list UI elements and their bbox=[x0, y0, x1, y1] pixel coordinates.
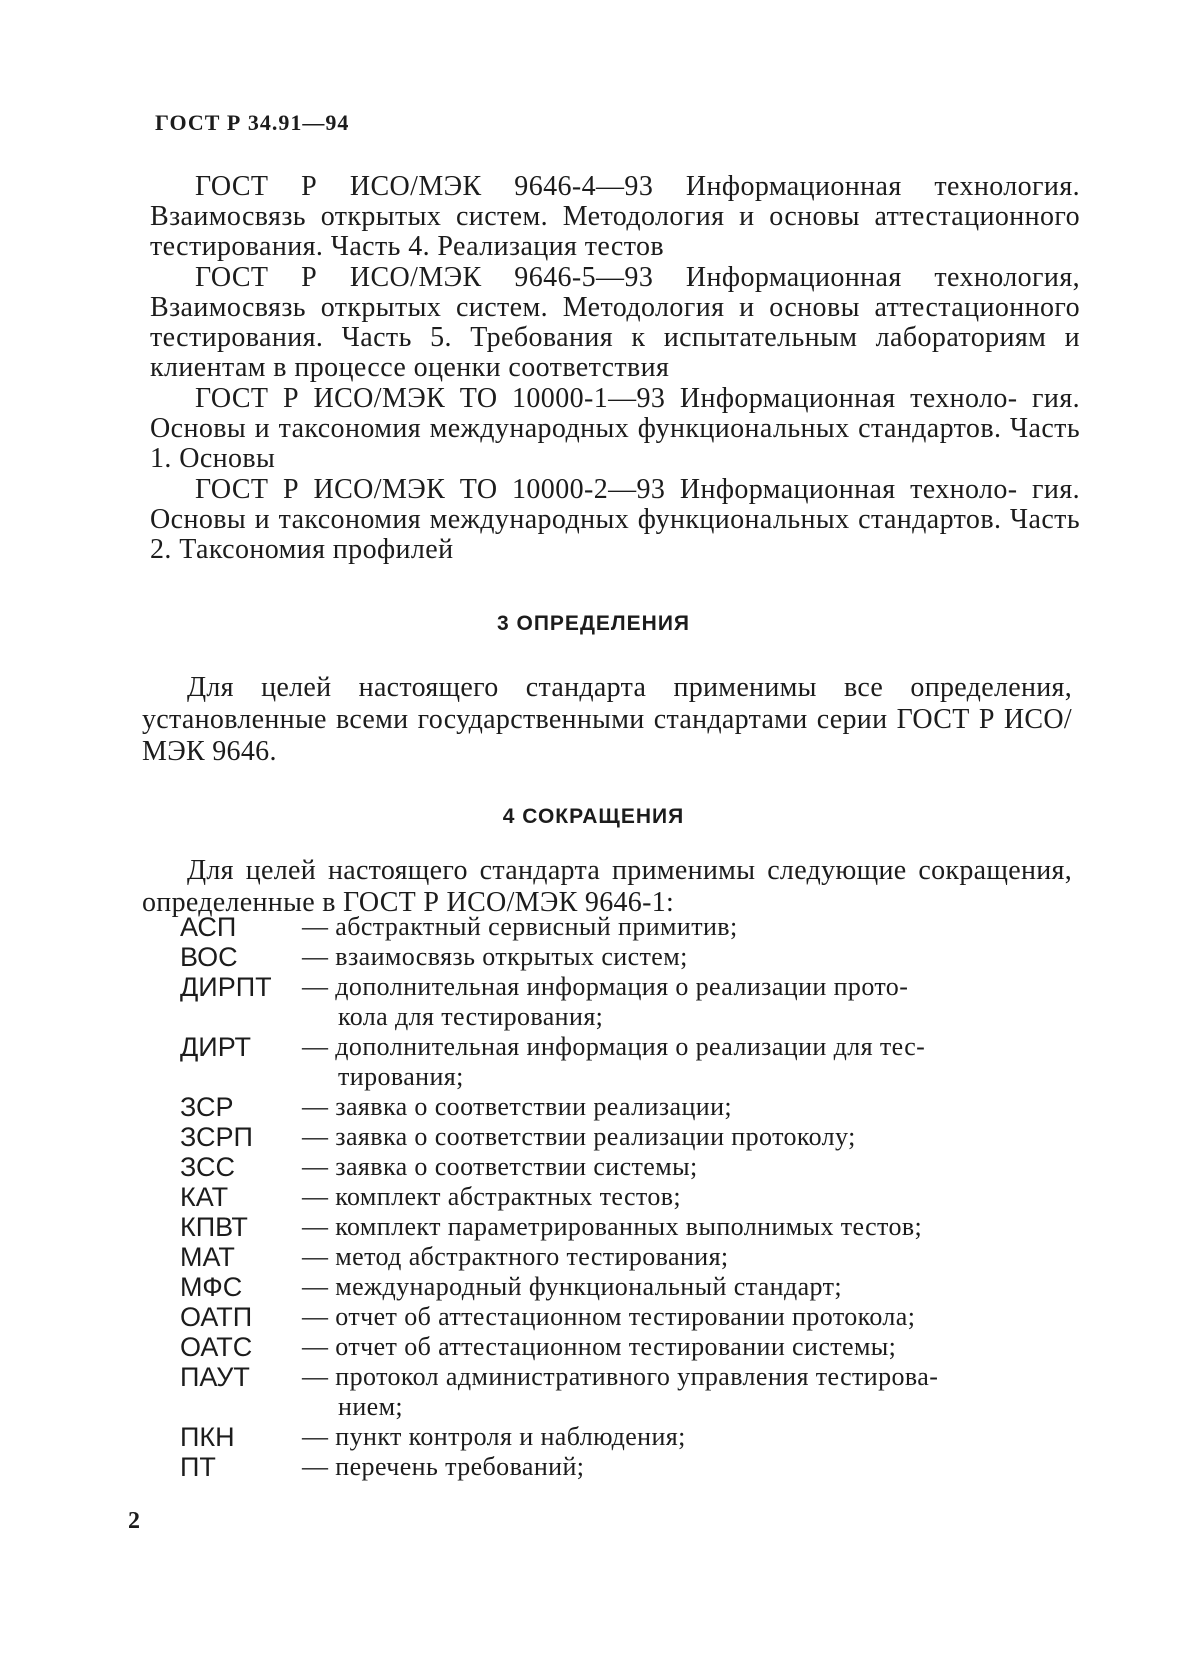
abbreviation-term: ЗСР bbox=[180, 1092, 234, 1122]
reference-line: ГОСТ Р ИСО/МЭК 9646-5—93 Информационная технология, bbox=[195, 262, 1080, 293]
abbreviation-definition bbox=[302, 1362, 1075, 1422]
definition-continuation: нием; bbox=[338, 1392, 404, 1421]
abbreviation-definition: — метод абстрактного тестирования; bbox=[302, 1242, 729, 1271]
abbreviation-definition: — перечень требований; bbox=[302, 1452, 585, 1481]
abbreviation-term: ПАУТ bbox=[180, 1362, 250, 1392]
abbreviation-term: ОАТП bbox=[180, 1302, 253, 1332]
reference-line: ГОСТ Р ИСО/МЭК ТО 10000-1—93 Информационная техноло- bbox=[195, 383, 1018, 414]
definition-continuation: кола для тестирования; bbox=[338, 1002, 604, 1031]
list-item bbox=[180, 972, 1075, 1032]
list-item bbox=[180, 1302, 1075, 1332]
list-item bbox=[180, 1182, 1075, 1212]
section-3-text bbox=[142, 672, 1072, 768]
reference-rest: Взаимосвязь открытых систем. Методология и основы аттестационного тестирования. Часть 5. Требования к испытательным лабораториям и клиентам в процессе оценки соответствия bbox=[150, 292, 1080, 383]
list-item bbox=[180, 1242, 1075, 1272]
section-3-body: Для целей настоящего стандарта применимы все определения, установленные всеми государственными стандартами серии ГОСТ Р ИСО/МЭК 9646. bbox=[142, 672, 1072, 767]
abbreviation-definition: — отчет об аттестационном тестировании протокола; bbox=[302, 1302, 916, 1331]
abbreviation-definition: — пункт контроля и наблюдения; bbox=[302, 1422, 686, 1451]
list-item bbox=[180, 1272, 1075, 1302]
reference-item bbox=[150, 172, 1080, 262]
list-item bbox=[180, 1122, 1075, 1152]
abbreviation-term: ПТ bbox=[180, 1452, 216, 1482]
reference-list bbox=[150, 172, 1080, 566]
abbreviation-term: ЗСС bbox=[180, 1152, 236, 1182]
reference-line: ГОСТ Р ИСО/МЭК 9646-4—93 Информационная технология. bbox=[195, 171, 1080, 202]
definition-line: — дополнительная информация о реализации для тес- bbox=[302, 1032, 926, 1061]
abbreviation-definition: — заявка о соответствии реализации протоколу; bbox=[302, 1122, 856, 1151]
abbreviation-term: ЗСРП bbox=[180, 1122, 253, 1152]
definition-line: — дополнительная информация о реализации прото- bbox=[302, 972, 909, 1001]
list-item bbox=[180, 1092, 1075, 1122]
abbreviation-term: АСП bbox=[180, 912, 237, 942]
abbreviation-term: МФС bbox=[180, 1272, 243, 1302]
page-number: 2 bbox=[128, 1508, 140, 1534]
definition-line: — протокол административного управления тестирова- bbox=[302, 1362, 939, 1391]
reference-rest: гия. Основы и таксономия международных функциональных стандартов. Часть 2. Таксономия профилей bbox=[150, 474, 1080, 565]
list-item bbox=[180, 1422, 1075, 1452]
list-item bbox=[180, 912, 1075, 942]
abbreviation-definition: — заявка о соответствии системы; bbox=[302, 1152, 698, 1181]
list-item bbox=[180, 1152, 1075, 1182]
section-3-title: 3 ОПРЕДЕЛЕНИЯ bbox=[496, 612, 691, 635]
abbreviation-list bbox=[180, 912, 1075, 1482]
abbreviation-term: ПКН bbox=[180, 1422, 235, 1452]
abbreviation-definition: — отчет об аттестационном тестировании системы; bbox=[302, 1332, 897, 1361]
list-item bbox=[180, 1332, 1075, 1362]
section-4-title: 4 СОКРАЩЕНИЯ bbox=[502, 805, 685, 828]
reference-rest: гия. Основы и таксономия международных функциональных стандартов. Часть 1. Основы bbox=[150, 383, 1080, 474]
reference-item bbox=[150, 475, 1080, 565]
list-item bbox=[180, 1032, 1075, 1092]
abbreviation-definition: — комплект абстрактных тестов; bbox=[302, 1182, 682, 1211]
abbreviation-term: ВОС bbox=[180, 942, 238, 972]
abbreviation-term: МАТ bbox=[180, 1242, 235, 1272]
list-item bbox=[180, 1362, 1075, 1422]
abbreviation-definition: — заявка о соответствии реализации; bbox=[302, 1092, 733, 1121]
abbreviation-definition: — абстрактный сервисный примитив; bbox=[302, 912, 738, 941]
abbreviation-definition bbox=[302, 972, 1075, 1032]
reference-rest: Взаимосвязь открытых систем. Методология и основы аттестационного тестирования. Часть 4. Реализация тестов bbox=[150, 201, 1080, 262]
reference-item bbox=[150, 384, 1080, 474]
abbreviation-term: КПВТ bbox=[180, 1212, 248, 1242]
list-item bbox=[180, 942, 1075, 972]
definition-continuation: тирования; bbox=[338, 1062, 464, 1091]
list-item bbox=[180, 1212, 1075, 1242]
abbreviation-definition: — комплект параметрированных выполнимых тестов; bbox=[302, 1212, 923, 1241]
list-item bbox=[180, 1452, 1075, 1482]
abbreviation-term: ДИРПТ bbox=[180, 972, 272, 1002]
section-4-intro bbox=[142, 855, 1072, 919]
abbreviation-term: КАТ bbox=[180, 1182, 229, 1212]
document-header: ГОСТ Р 34.91—94 bbox=[155, 110, 350, 135]
reference-line: ГОСТ Р ИСО/МЭК ТО 10000-2—93 Информационная техноло- bbox=[195, 474, 1018, 505]
section-4-intro-text: Для целей настоящего стандарта применимы следующие сокращения, определенные в ГОСТ Р ИСО/МЭК 9646-1: bbox=[142, 855, 1072, 918]
abbreviation-definition: — международный функциональный стандарт; bbox=[302, 1272, 842, 1301]
abbreviation-term: ДИРТ bbox=[180, 1032, 251, 1062]
abbreviation-term: ОАТС bbox=[180, 1332, 253, 1362]
abbreviation-definition: — взаимосвязь открытых систем; bbox=[302, 942, 688, 971]
abbreviation-definition bbox=[302, 1032, 1075, 1092]
reference-item bbox=[150, 263, 1080, 383]
